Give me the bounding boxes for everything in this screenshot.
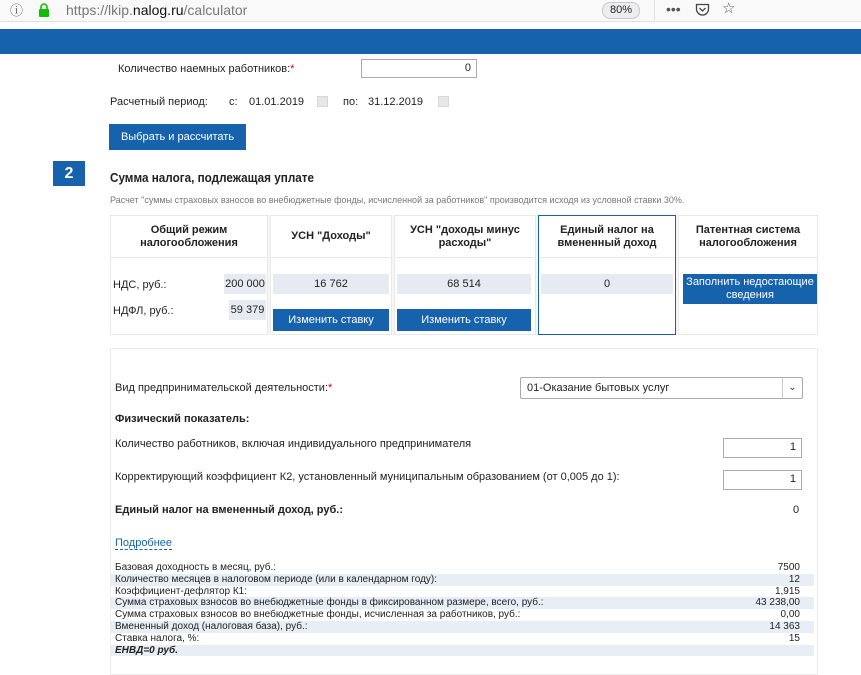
vat-value: 200 000 (224, 274, 266, 294)
period-label: Расчетный период: (110, 96, 208, 108)
change-rate-button[interactable]: Изменить ставку (397, 309, 531, 331)
period-to-label: по: (343, 96, 359, 108)
calculation-note: Расчет "суммы страховых взносов во внебюджетные фонды, исчисленной за работников" производится исходя из условной ставки 30%. (110, 195, 685, 205)
physical-indicator-heading: Физический показатель: (115, 413, 250, 425)
bookmark-star-icon[interactable]: ☆ (722, 0, 736, 17)
workers-label: Количество работников, включая индивидуального предпринимателя (115, 438, 472, 450)
lock-icon[interactable] (38, 3, 50, 21)
regime-usn-income (270, 215, 392, 335)
table-row: Ставка налога, %: 15 (115, 632, 800, 644)
envd-total-label: Единый налог на вмененный доход, руб.: (115, 504, 343, 516)
pit-label: НДФЛ, руб.: (113, 305, 174, 317)
regime-comparison-table (110, 215, 818, 335)
activity-label: Вид предпринимательской деятельности:* (115, 382, 333, 394)
address-bar[interactable]: https://lkip.nalog.ru/calculator (66, 2, 248, 18)
toolbar-divider (654, 0, 655, 20)
regime-general (110, 215, 268, 335)
fill-missing-data-button[interactable]: Заполнить недостающие сведения (683, 274, 817, 304)
activity-select[interactable]: 01-Оказание бытовых услуг ⌄ (520, 377, 803, 399)
usn-income-expense-value: 68 514 (397, 274, 531, 294)
period-from-date[interactable]: 01.01.2019 (249, 96, 305, 108)
period-to-date[interactable]: 31.12.2019 (368, 96, 424, 108)
section-title: Сумма налога, подлежащая уплате (110, 170, 315, 185)
pocket-icon[interactable] (695, 3, 710, 21)
step-number-badge: 2 (53, 161, 85, 186)
regime-title: Единый налог на вмененный доход (539, 216, 675, 258)
period-from-label: с: (229, 96, 238, 108)
details-table (111, 562, 814, 656)
site-header-strip (0, 29, 861, 54)
vat-label: НДС, руб.: (113, 279, 167, 291)
regime-title: УСН "доходы минус расходы" (395, 216, 535, 258)
calendar-icon[interactable] (317, 96, 328, 107)
envd-details-panel (110, 348, 818, 675)
workers-input[interactable]: 1 (723, 438, 802, 458)
change-rate-button[interactable]: Изменить ставку (273, 309, 389, 331)
zoom-level-button[interactable]: 80% (602, 2, 640, 19)
regime-title: Общий режим налогообложения (111, 216, 267, 258)
envd-value: 0 (541, 274, 673, 294)
more-details-link[interactable]: Подробнее (115, 537, 173, 549)
calendar-icon[interactable] (438, 96, 449, 107)
envd-total-value: 0 (793, 504, 800, 516)
k2-label: Корректирующий коэффициент К2, установленный муниципальным образованием (от 0,005 до 1): (115, 471, 620, 483)
info-icon[interactable]: ⓘ (10, 3, 24, 18)
table-row: Сумма страховых взносов во внебюджетные фонды, исчисленная за работников, руб.: 0,00 (115, 609, 800, 621)
pit-value: 59 379 (229, 300, 266, 320)
employees-label: Количество наемных работников:* (118, 63, 295, 75)
regime-title: УСН "Доходы" (271, 216, 391, 258)
table-row: Базовая доходность в месяц, руб.: 7500 (115, 562, 800, 573)
regime-title: Патентная система налогообложения (679, 216, 817, 258)
browser-toolbar (0, 0, 861, 22)
table-row: Вмененный доход (налоговая база), руб.: 14 363 (111, 621, 814, 633)
regime-usn-income-expense (394, 215, 536, 335)
chevron-down-icon[interactable]: ⌄ (782, 378, 802, 398)
regime-patent (678, 215, 818, 335)
employees-input[interactable]: 0 (361, 59, 477, 78)
regime-envd[interactable] (538, 215, 676, 335)
table-row: Количество месяцев в налоговом периоде (или в календарном году): 12 (111, 574, 814, 586)
more-actions-icon[interactable]: ••• (666, 1, 681, 17)
table-row: Коэффициент-дефлятор К1: 1,915 (115, 585, 800, 597)
table-row: Сумма страховых взносов во внебюджетные фонды в фиксированном размере, всего, руб.: 43 238,00 (111, 597, 814, 609)
table-row: ЕНВД=0 руб. (111, 645, 814, 657)
calculate-button[interactable]: Выбрать и рассчитать (109, 124, 246, 150)
usn-income-value: 16 762 (273, 274, 389, 294)
k2-input[interactable]: 1 (723, 470, 802, 490)
